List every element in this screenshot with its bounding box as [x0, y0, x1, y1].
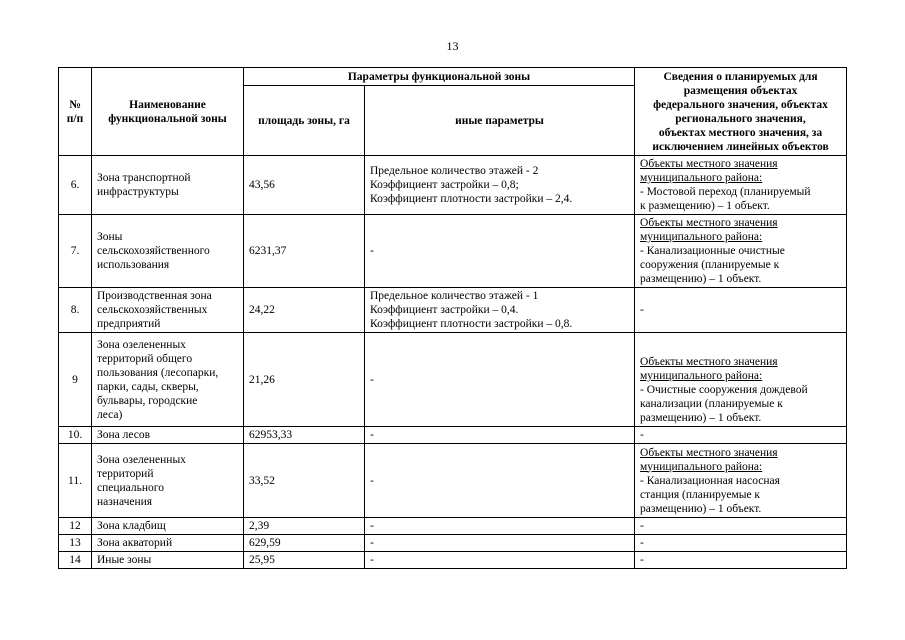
cell-zone-name	[92, 444, 244, 518]
cell-num: 9	[59, 333, 92, 427]
planned-objects-title: муниципального района:	[640, 231, 763, 243]
cell-planned-objects	[635, 215, 847, 288]
zone-name-line: территорий общего	[97, 352, 193, 365]
cell-num: 10.	[59, 427, 92, 444]
planned-object-line: к размещению) – 1 объект.	[640, 200, 770, 212]
cell-zone-name	[92, 215, 244, 288]
cell-other-params	[365, 552, 635, 569]
header-info-line: исключением линейных объектов	[652, 140, 829, 153]
cell-other-params	[365, 427, 635, 444]
other-param-line: Коэффициент плотности застройки – 0,8.	[370, 318, 573, 330]
header-info	[635, 68, 847, 156]
zone-name-line: Иные зоны	[97, 554, 152, 566]
table-row	[59, 518, 847, 535]
cell-planned-objects	[635, 156, 847, 215]
cell-num: 8.	[59, 288, 92, 333]
cell-area: 43,56	[244, 156, 365, 215]
table-row	[59, 156, 847, 215]
zones-table	[58, 67, 847, 569]
zone-name-line: инфраструктуры	[97, 186, 179, 198]
table-row	[59, 552, 847, 569]
cell-num: 13	[59, 535, 92, 552]
page-number: 13	[446, 39, 459, 53]
zone-name-line: сельскохозяйственных	[97, 304, 208, 316]
planned-object-line: размещению) – 1 объект.	[640, 412, 762, 424]
planned-object-line: размещению) – 1 объект.	[640, 502, 762, 515]
cell-zone-name	[92, 333, 244, 427]
zone-name-line: Зона озелененных	[97, 453, 186, 466]
header-params-group: Параметры функциональной зоны	[244, 68, 635, 86]
table-header	[59, 68, 847, 156]
zone-name-line: предприятий	[97, 318, 161, 330]
header-info-line: объектах местного значения, за	[658, 126, 823, 139]
zone-name-line: использования	[97, 259, 170, 271]
table-row	[59, 333, 847, 427]
table-row	[59, 535, 847, 552]
other-param-line: -	[370, 245, 374, 257]
other-param-line: Предельное количество этажей - 1	[370, 290, 539, 302]
cell-other-params	[365, 215, 635, 288]
cell-planned-objects	[635, 288, 847, 333]
cell-area: 629,59	[244, 535, 365, 552]
cell-area: 62953,33	[244, 427, 365, 444]
cell-zone-name	[92, 427, 244, 444]
zone-name-line: Зона озелененных	[97, 338, 186, 351]
planned-object-line: сооружения (планируемые к	[640, 259, 780, 271]
table-row	[59, 444, 847, 518]
cell-planned-objects	[635, 518, 847, 535]
planned-object-line: -	[640, 520, 644, 532]
header-info-line: федерального значения, объектах	[653, 98, 828, 111]
cell-area: 21,26	[244, 333, 365, 427]
planned-objects-title: муниципального района:	[640, 460, 763, 473]
table-row	[59, 427, 847, 444]
other-param-line: Коэффициент застройки – 0,4.	[370, 304, 519, 316]
cell-num: 14	[59, 552, 92, 569]
cell-num: 6.	[59, 156, 92, 215]
cell-other-params	[365, 535, 635, 552]
header-info-line: регионального значения,	[675, 112, 806, 125]
zone-name-line: территорий	[97, 467, 154, 480]
header-info-line: размещения объектах	[683, 84, 798, 97]
planned-object-line: станция (планируемые к	[640, 488, 761, 501]
zone-name-line: Производственная зона	[97, 290, 212, 302]
cell-other-params	[365, 518, 635, 535]
zone-name-line: Зона транспортной	[97, 172, 191, 184]
cell-planned-objects	[635, 333, 847, 427]
cell-area: 25,95	[244, 552, 365, 569]
other-param-line: -	[370, 373, 374, 386]
planned-object-line: -	[640, 537, 644, 549]
zone-name-line: Зона лесов	[97, 429, 151, 441]
zone-name-line: бульвары, городские	[97, 394, 198, 407]
planned-object-line: - Канализационные очистные	[640, 245, 785, 257]
other-param-line: -	[370, 474, 374, 487]
cell-zone-name	[92, 552, 244, 569]
other-param-line: Предельное количество этажей - 2	[370, 165, 539, 177]
cell-area: 2,39	[244, 518, 365, 535]
cell-num: 12	[59, 518, 92, 535]
planned-objects-title: Объекты местного значения	[640, 446, 778, 459]
header-name: Наименование функциональной зоны	[92, 68, 244, 156]
planned-object-line: - Канализационная насосная	[640, 474, 780, 487]
cell-zone-name	[92, 535, 244, 552]
planned-object-line: -	[640, 429, 644, 441]
cell-num: 11.	[59, 444, 92, 518]
cell-planned-objects	[635, 427, 847, 444]
cell-planned-objects	[635, 535, 847, 552]
table-row	[59, 288, 847, 333]
other-param-line: -	[370, 554, 374, 566]
zone-name-line: Зона акваторий	[97, 537, 173, 549]
header-area: площадь зоны, га	[244, 86, 365, 156]
zone-name-line: пользования (лесопарки,	[97, 366, 219, 379]
cell-planned-objects	[635, 444, 847, 518]
cell-planned-objects	[635, 552, 847, 569]
planned-object-line: размещению) – 1 объект.	[640, 273, 762, 285]
planned-object-line: - Мостовой переход (планируемый	[640, 186, 811, 198]
planned-objects-title: Объекты местного значения	[640, 356, 778, 368]
cell-other-params	[365, 444, 635, 518]
other-param-line: -	[370, 429, 374, 441]
zone-name-line: Зона кладбищ	[97, 520, 166, 532]
zone-name-line: парки, сады, скверы,	[97, 380, 199, 393]
cell-zone-name	[92, 288, 244, 333]
planned-objects-title: Объекты местного значения	[640, 158, 778, 170]
header-info-line: Сведения о планируемых для	[663, 70, 818, 83]
planned-objects-title: Объекты местного значения	[640, 217, 778, 229]
table-row	[59, 215, 847, 288]
cell-num: 7.	[59, 215, 92, 288]
cell-area: 33,52	[244, 444, 365, 518]
planned-object-line: - Очистные сооружения дождевой	[640, 384, 808, 396]
cell-area: 24,22	[244, 288, 365, 333]
cell-other-params	[365, 156, 635, 215]
zone-name-line: Зоны	[97, 231, 123, 243]
planned-object-line: -	[640, 554, 644, 566]
other-param-line: -	[370, 520, 374, 532]
other-param-line: -	[370, 537, 374, 549]
cell-other-params	[365, 333, 635, 427]
zone-name-line: леса)	[97, 408, 123, 421]
cell-zone-name	[92, 518, 244, 535]
cell-zone-name	[92, 156, 244, 215]
planned-object-line: канализации (планируемые к	[640, 398, 783, 410]
header-other: иные параметры	[365, 86, 635, 156]
planned-object-line: -	[640, 304, 644, 316]
header-num: № п/п	[59, 68, 92, 156]
cell-other-params	[365, 288, 635, 333]
other-param-line: Коэффициент застройки – 0,8;	[370, 179, 519, 191]
zone-name-line: сельскохозяйственного	[97, 245, 210, 257]
zone-name-line: специального	[97, 481, 164, 494]
zone-name-line: назначения	[97, 495, 153, 508]
planned-objects-title: муниципального района:	[640, 370, 763, 382]
table-body	[59, 156, 847, 569]
other-param-line: Коэффициент плотности застройки – 2,4.	[370, 193, 573, 205]
planned-objects-title: муниципального района:	[640, 172, 763, 184]
cell-area: 6231,37	[244, 215, 365, 288]
